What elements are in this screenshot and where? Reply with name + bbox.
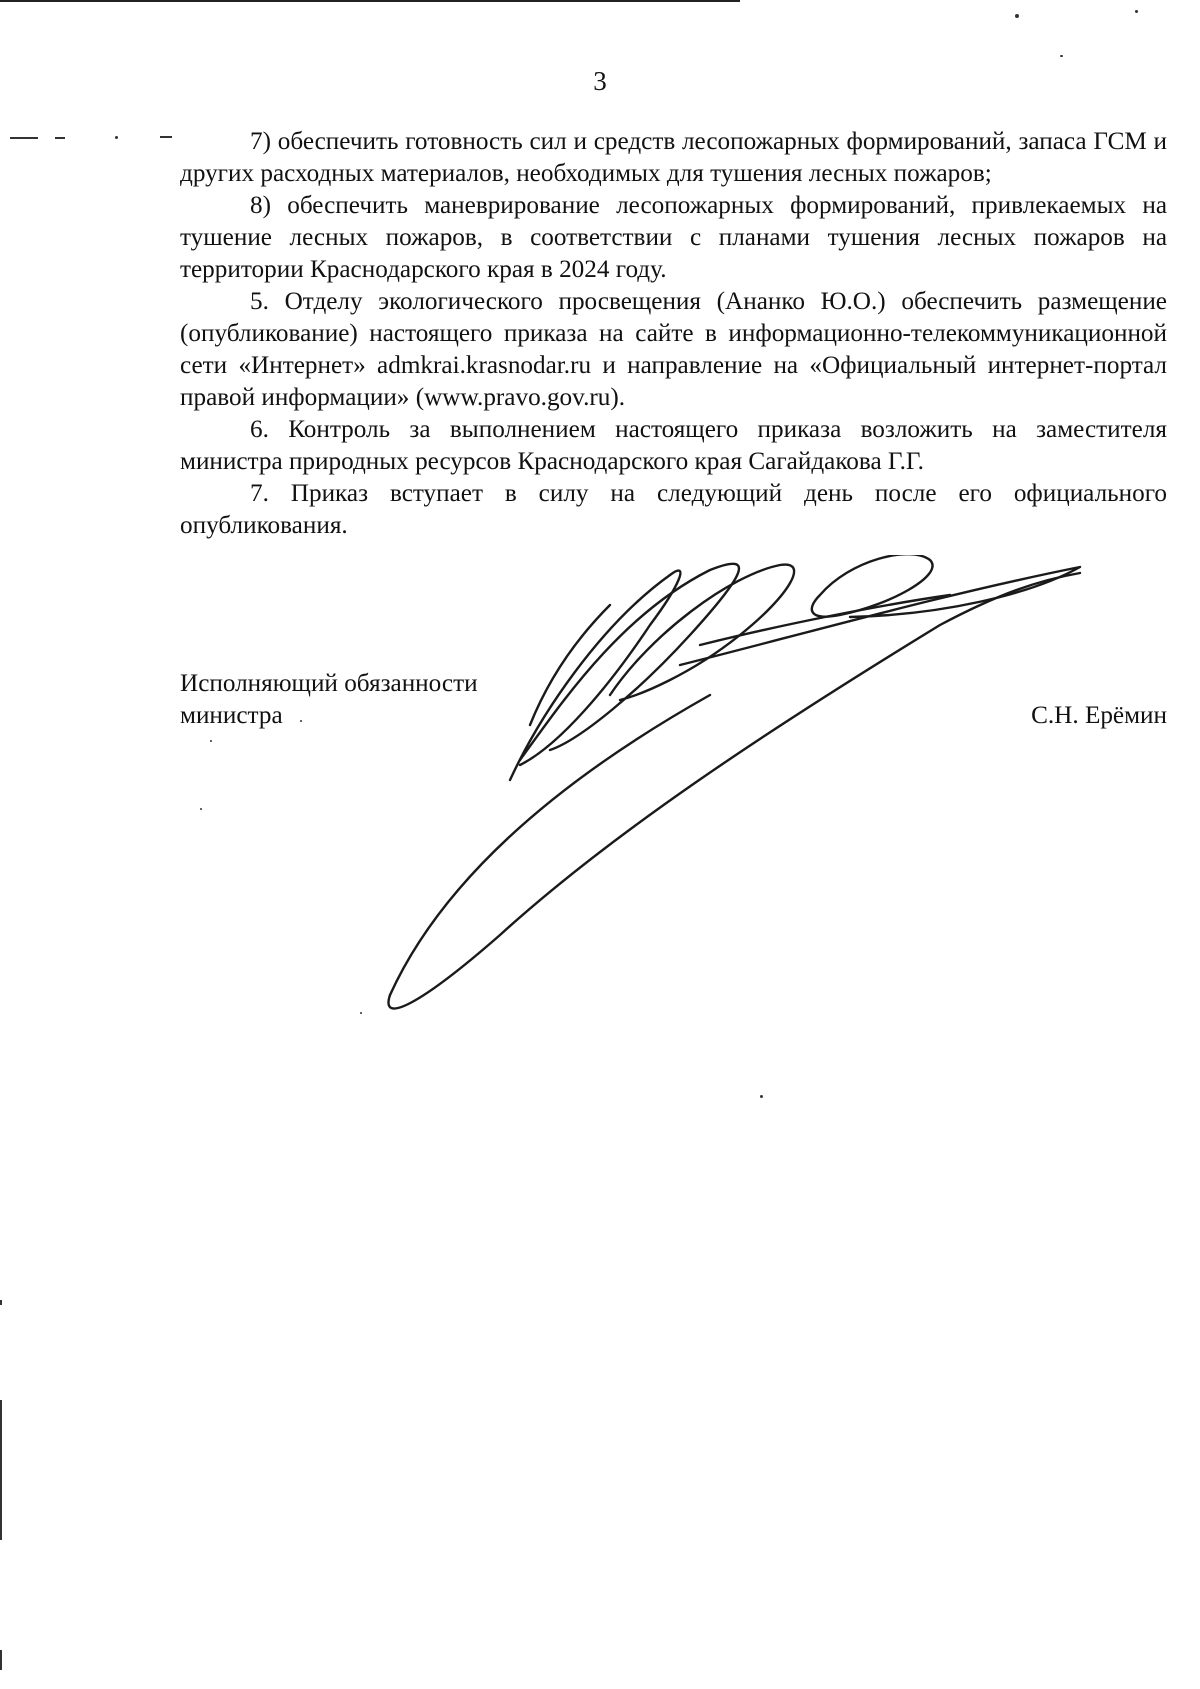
document-body <box>180 126 1167 542</box>
scan-speck <box>200 808 202 810</box>
paragraph-item-8: 8) обеспечить маневрирование лесопожарных формирований, привлекаемых на тушение лесных пожаров, в соответствии с планами тушения лесных пожаров на территории Краснодарского края в 2024 году. <box>180 192 1167 283</box>
paragraph-clause-6: 6. Контроль за выполнением настоящего приказа возложить на заместителя министра природных ресурсов Краснодарского края Сагайдакова Г.Г. <box>180 416 1167 475</box>
scan-speck <box>10 137 38 139</box>
paragraph-clause-5: 5. Отделу экологического просвещения (Ананко Ю.О.) обеспечить размещение (опубликование) настоящего приказа на сайте в информационно-телекоммуникационной сети «Интернет» admkrai.krasnodar.ru и направление на «Официальный интернет-портал правой информации» (www.pravo.gov.ru). <box>180 288 1167 411</box>
scan-speck <box>360 1012 362 1014</box>
scan-margin-artifact <box>0 1650 2 1670</box>
scan-speck <box>160 136 172 138</box>
scan-speck <box>115 136 118 139</box>
paragraph-clause-7: 7. Приказ вступает в силу на следующий день после его официального опубликования. <box>180 480 1167 539</box>
scan-speck <box>1015 14 1019 18</box>
scan-speck <box>210 740 212 742</box>
top-rule <box>0 0 740 2</box>
handwritten-signature <box>380 555 1180 1035</box>
paragraph-item-7: 7) обеспечить готовность сил и средств лесопожарных формирований, запаса ГСМ и других расходных материалов, необходимых для тушения лесных пожаров; <box>180 128 1167 187</box>
signatory-position-line2: министра <box>180 702 283 729</box>
page-number: 3 <box>593 66 607 96</box>
scan-speck <box>1135 10 1138 13</box>
signatory-name: С.Н. Ерёмин <box>1031 702 1167 729</box>
scan-speck <box>760 1095 763 1098</box>
scan-margin-artifact <box>0 1400 2 1540</box>
signatory-position <box>180 668 600 732</box>
scan-margin-artifact <box>0 1300 2 1305</box>
scan-speck <box>55 137 65 139</box>
scan-speck <box>300 720 302 722</box>
scan-speck <box>1060 55 1063 57</box>
signatory-position-line1: Исполняющий обязанности <box>180 670 478 697</box>
